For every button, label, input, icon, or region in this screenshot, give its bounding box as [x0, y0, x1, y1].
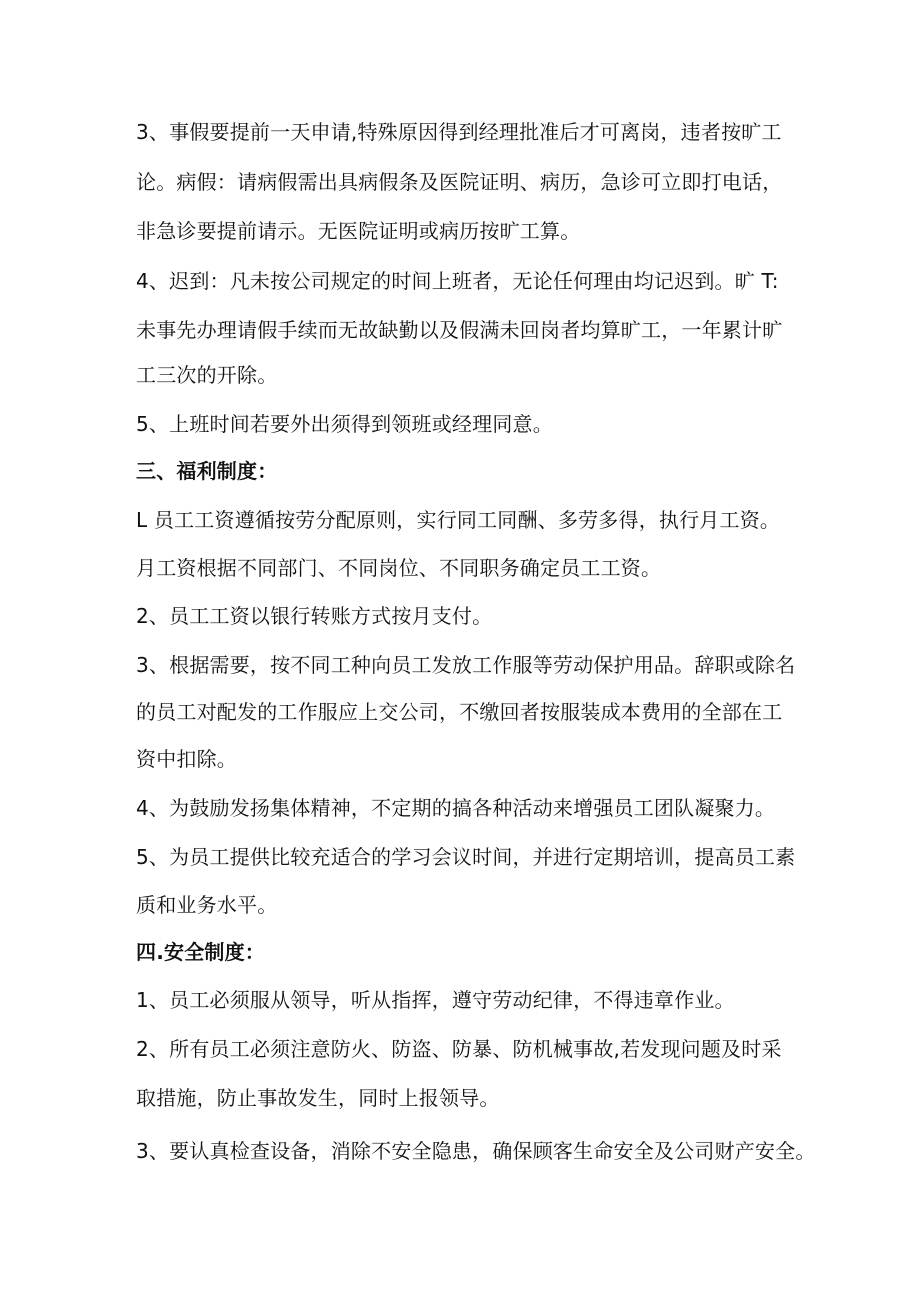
- paragraph-line-going-out: 5、上班时间若要外出须得到领班或经理同意。: [136, 412, 553, 436]
- paragraph-line-training-cont: 质和业务水平。: [136, 893, 278, 917]
- paragraph-line-workwear-cont: 的员工对配发的工作服应上交公司，不缴回者按服装成本费用的全部在工: [136, 700, 783, 724]
- paragraph-line-salary-payment: 2、员工工资以银行转账方式按月支付。: [136, 604, 493, 628]
- section-heading-welfare: 三、福利制度：: [136, 459, 278, 483]
- paragraph-line-absence: 未事先办理请假手续而无故缺勤以及假满未回岗者均算旷工，一年累计旷: [136, 318, 783, 342]
- paragraph-line-salary-principle: L 员工工资遵循按劳分配原则，实行同工同酬、多劳多得，执行月工资。: [136, 508, 781, 532]
- paragraph-line-workwear-end: 资中扣除。: [136, 747, 237, 771]
- paragraph-line-absence-cont: 工三次的开除。: [136, 363, 278, 387]
- paragraph-line-sick-leave: 论。病假：请病假需出具病假条及医院证明、病历，急诊可立即打电话，: [136, 170, 783, 194]
- paragraph-line-team-activities: 4、为鼓励发扬集体精神，不定期的搞各种活动来增强员工团队凝聚力。: [136, 796, 776, 820]
- paragraph-line-workwear: 3、根据需要，按不同工种向员工发放工作服等劳动保护用品。辞职或除名: [136, 653, 796, 677]
- paragraph-line-prevention: 2、所有员工必须注意防火、防盗、防暴、防机械事故,若发现问题及时采: [136, 1037, 782, 1061]
- paragraph-line-equipment-check: 3、要认真检查设备，消除不安全隐患，确保顾客生命安全及公司财产安全。: [136, 1139, 816, 1163]
- paragraph-line-salary-basis: 月工资根据不同部门、不同岗位、不同职务确定员工工资。: [136, 556, 662, 580]
- paragraph-line-lateness: 4、迟到：凡未按公司规定的时间上班者，无论任何理由均记迟到。旷 T:: [136, 269, 779, 293]
- section-heading-safety: 四.安全制度：: [136, 940, 265, 964]
- paragraph-line-sick-leave-cont: 非急诊要提前请示。无医院证明或病历按旷工算。: [136, 219, 581, 243]
- paragraph-line-training: 5、为员工提供比较充适合的学习会议时间，并进行定期培训，提高员工素: [136, 845, 796, 869]
- paragraph-line-prevention-cont: 取措施，防止事故发生，同时上报领导。: [136, 1086, 500, 1110]
- paragraph-line-personal-leave: 3、事假要提前一天申请,特殊原因得到经理批准后才可离岗，违者按旷工: [136, 120, 782, 144]
- paragraph-line-obey-leadership: 1、员工必须服从领导，听从指挥，遵守劳动纪律，不得违章作业。: [136, 988, 735, 1012]
